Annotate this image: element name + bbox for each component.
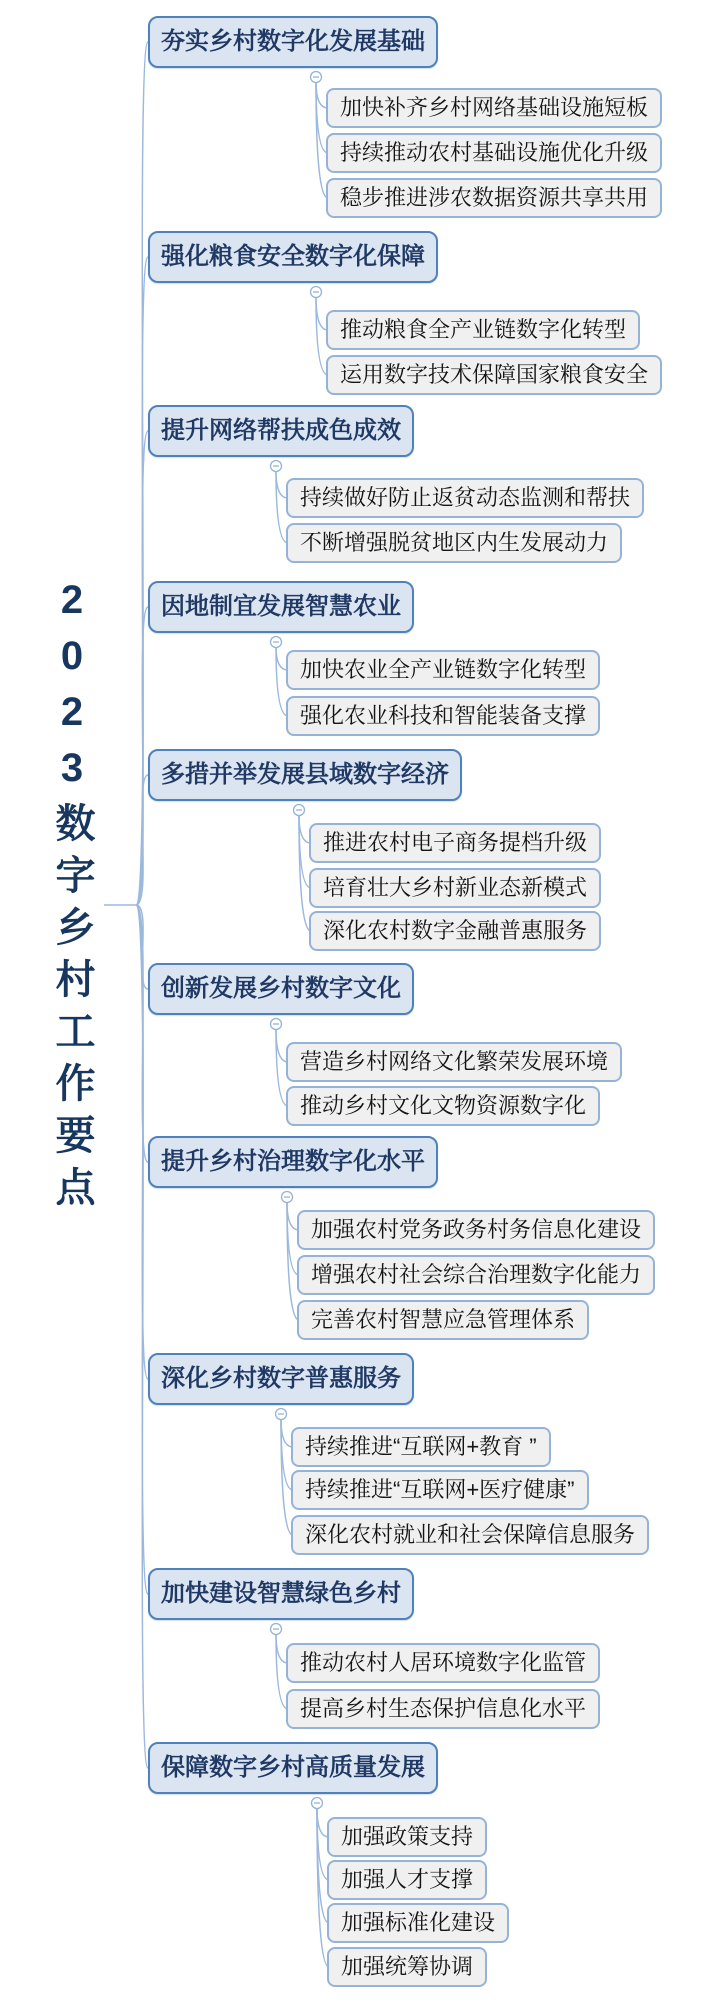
leaf-node[interactable]: 持续推进“互联网+教育 ” <box>291 1427 551 1467</box>
leaf-node[interactable]: 培育壮大乡村新业态新模式 <box>309 868 601 908</box>
leaf-node[interactable]: 推动农村人居环境数字化监管 <box>286 1643 600 1683</box>
leaf-node[interactable]: 不断增强脱贫地区内生发展动力 <box>286 523 622 563</box>
leaf-node[interactable]: 加快农业全产业链数字化转型 <box>286 650 600 690</box>
leaf-node[interactable]: 加强农村党务政务村务信息化建设 <box>297 1210 655 1250</box>
branch-node-9[interactable]: 加快建设智慧绿色乡村 <box>148 1568 414 1620</box>
leaf-node[interactable]: 加强标准化建设 <box>327 1903 509 1943</box>
leaf-node[interactable]: 推动粮食全产业链数字化转型 <box>326 310 640 350</box>
branch-node-2[interactable]: 强化粮食安全数字化保障 <box>148 231 438 283</box>
leaf-node[interactable]: 深化农村数字金融普惠服务 <box>309 911 601 951</box>
branch-node-5[interactable]: 多措并举发展县域数字经济 <box>148 749 462 801</box>
branch-node-6[interactable]: 创新发展乡村数字文化 <box>148 963 414 1015</box>
leaf-node[interactable]: 深化农村就业和社会保障信息服务 <box>291 1515 649 1555</box>
leaf-node[interactable]: 加强统筹协调 <box>327 1947 487 1987</box>
leaf-node[interactable]: 加快补齐乡村网络基础设施短板 <box>326 88 662 128</box>
branch-node-10[interactable]: 保障数字乡村高质量发展 <box>148 1742 438 1794</box>
leaf-node[interactable]: 持续推进“互联网+医疗健康” <box>291 1470 589 1510</box>
leaf-node[interactable]: 运用数字技术保障国家粮食安全 <box>326 355 662 395</box>
leaf-node[interactable]: 加强政策支持 <box>327 1817 487 1857</box>
branch-node-7[interactable]: 提升乡村治理数字化水平 <box>148 1136 438 1188</box>
branch-node-3[interactable]: 提升网络帮扶成色成效 <box>148 405 414 457</box>
leaf-node[interactable]: 营造乡村网络文化繁荣发展环境 <box>286 1042 622 1082</box>
leaf-node[interactable]: 完善农村智慧应急管理体系 <box>297 1300 589 1340</box>
leaf-node[interactable]: 持续做好防止返贫动态监测和帮扶 <box>286 478 644 518</box>
leaf-node[interactable]: 稳步推进涉农数据资源共享共用 <box>326 178 662 218</box>
leaf-node[interactable]: 提高乡村生态保护信息化水平 <box>286 1689 600 1729</box>
leaf-node[interactable]: 加强人才支撑 <box>327 1860 487 1900</box>
leaf-node[interactable]: 增强农村社会综合治理数字化能力 <box>297 1255 655 1295</box>
leaf-node[interactable]: 推进农村电子商务提档升级 <box>309 823 601 863</box>
root-node[interactable]: 2023数字乡村工作要点 <box>50 578 94 1218</box>
branch-node-1[interactable]: 夯实乡村数字化发展基础 <box>148 16 438 68</box>
leaf-node[interactable]: 持续推动农村基础设施优化升级 <box>326 133 662 173</box>
branch-node-8[interactable]: 深化乡村数字普惠服务 <box>148 1353 414 1405</box>
leaf-node[interactable]: 强化农业科技和智能装备支撑 <box>286 696 600 736</box>
leaf-node[interactable]: 推动乡村文化文物资源数字化 <box>286 1086 600 1126</box>
branch-node-4[interactable]: 因地制宜发展智慧农业 <box>148 581 414 633</box>
